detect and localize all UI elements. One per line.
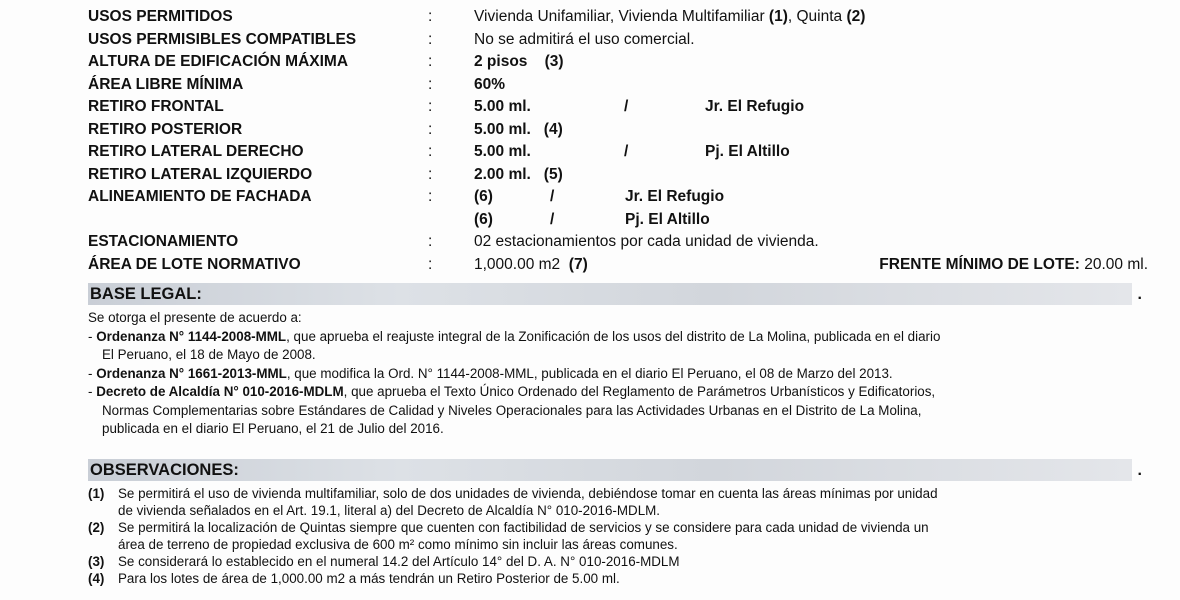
parameter-value: 5.00 ml. (4) <box>474 120 563 138</box>
legal-description: , que aprueba el Texto Único Ordenado del Reglamento de Parámetros Urbanísticos y Edificatorios, <box>343 384 936 399</box>
base-legal-header <box>88 283 1142 305</box>
parameter-street: Pj. El Altillo <box>625 210 710 228</box>
parameter-label: RETIRO LATERAL DERECHO <box>88 143 304 160</box>
parameter-value: 5.00 ml. <box>474 98 531 115</box>
observation-item <box>88 519 1148 553</box>
legal-dash: - <box>88 328 97 344</box>
parameter-value: 1,000.00 m2 (7) <box>474 255 588 273</box>
legal-continuation: El Peruano, el 18 de Mayo de 2008. <box>102 347 316 362</box>
observation-text: área de terreno de propiedad exclusiva de 600 m² como mínimo sin incluir las áreas comunes. <box>118 537 678 552</box>
base-legal-title: BASE LEGAL: <box>90 285 202 303</box>
parameter-value: No se admitirá el uso comercial. <box>474 30 695 48</box>
parameter-value: 5.00 ml. <box>474 143 531 160</box>
parameter-row <box>88 164 1148 187</box>
observation-item <box>88 570 1148 587</box>
parameters-table <box>88 6 1148 276</box>
parameter-street: Pj. El Altillo <box>705 143 790 160</box>
base-legal-dot: . <box>1137 286 1142 303</box>
observaciones-dot: . <box>1137 462 1142 479</box>
legal-ordinance-1144: Ordenanza N° 1144-2008-MML <box>96 328 287 344</box>
base-legal-body <box>88 309 1148 439</box>
observation-number: (3) <box>88 554 105 569</box>
observaciones-title: OBSERVACIONES: <box>90 461 239 479</box>
parameter-colon: : <box>428 143 433 160</box>
legal-description: , que aprueba el reajuste integral de la Zonificación de los usos del distrito de La Molina, publicada en el diario <box>286 328 941 344</box>
observation-item <box>88 485 1148 519</box>
legal-item <box>88 383 1148 402</box>
parameter-label: ALTURA DE EDIFICACIÓN MÁXIMA <box>88 53 349 70</box>
parameter-value: 2.00 ml. (5) <box>474 165 563 183</box>
observation-text: Se permitirá la localización de Quintas siempre que cuenten con factibilidad de servicios y se considere para cada unidad de vivienda un <box>118 520 929 535</box>
parameter-slash: / <box>624 143 629 160</box>
parameter-colon: : <box>428 165 433 183</box>
legal-description: , que modifica la Ord. N° 1144-2008-MML, publicada en el diario El Peruano, el 08 de Marzo del 2013. <box>286 365 893 381</box>
frente-minimo-label: FRENTE MÍNIMO DE LOTE: <box>879 255 1080 273</box>
parameter-value: Vivienda Unifamiliar, Vivienda Multifamiliar (1), Quinta (2) <box>474 8 866 25</box>
observaciones-header <box>88 459 1142 481</box>
legal-decree-010: Decreto de Alcaldía N° 010-2016-MDLM <box>96 384 344 399</box>
observation-text: Se considerará lo establecido en el numeral 14.2 del Artículo 14° del D. A. N° 010-2016-MDLM <box>118 554 680 569</box>
legal-dash: - <box>88 365 97 381</box>
parameter-colon: : <box>428 8 433 25</box>
observation-text: Se permitirá el uso de vivienda multifamiliar, solo de dos unidades de vivienda, debiéndose tomar en cuenta las áreas mínimas por unidad <box>118 486 938 501</box>
parameter-colon: : <box>428 30 433 48</box>
parameter-label: RETIRO LATERAL IZQUIERDO <box>88 165 313 183</box>
parameter-colon: : <box>428 188 433 205</box>
parameter-value: 02 estacionamientos por cada unidad de vivienda. <box>474 233 819 250</box>
observation-text: de vivienda señalados en el Art. 19.1, literal a) del Decreto de Alcaldía N° 010-2016-MDLM. <box>118 503 661 518</box>
legal-item <box>88 365 1148 384</box>
parameter-street: Jr. El Refugio <box>625 188 725 205</box>
legal-continuation: Normas Complementarias sobre Estándares de Calidad y Niveles Operacionales para las Actividades Urbanas en el Distrito de La Molina, <box>102 402 922 418</box>
legal-item <box>88 328 1148 347</box>
parameter-colon: : <box>428 75 433 93</box>
parameter-row <box>88 29 1148 52</box>
parameter-row <box>88 231 1148 254</box>
parameter-value: (6) <box>474 210 493 228</box>
parameter-label: RETIRO POSTERIOR <box>88 120 243 138</box>
parameter-slash: / <box>550 188 555 205</box>
parameter-colon: : <box>428 120 433 138</box>
parameter-label: ÁREA LIBRE MÍNIMA <box>88 75 244 93</box>
parameter-value: 60% <box>474 75 506 93</box>
observaciones-list <box>88 485 1148 587</box>
parameter-value: (6) <box>474 188 493 205</box>
parameter-colon: : <box>428 53 433 70</box>
parameter-row <box>88 96 1148 119</box>
observation-number: (2) <box>88 520 105 535</box>
observation-number: (4) <box>88 571 105 586</box>
parameter-label: ALINEAMIENTO DE FACHADA <box>88 188 312 205</box>
parameter-row <box>88 209 1148 232</box>
parameter-colon: : <box>428 233 433 250</box>
parameter-slash: / <box>550 210 555 228</box>
parameter-label: ÁREA DE LOTE NORMATIVO <box>88 255 301 273</box>
parameter-label: ESTACIONAMIENTO <box>88 233 239 250</box>
parameter-label: USOS PERMITIDOS <box>88 8 233 25</box>
frente-minimo-value: 20.00 ml. <box>1079 255 1148 273</box>
frente-minimo <box>879 254 1148 277</box>
parameter-row <box>88 51 1148 74</box>
observation-text: Para los lotes de área de 1,000.00 m2 a más tendrán un Retiro Posterior de 5.00 ml. <box>118 571 620 586</box>
parameter-colon: : <box>428 98 433 115</box>
parameter-label: USOS PERMISIBLES COMPATIBLES <box>88 30 357 48</box>
parameter-row <box>88 6 1148 29</box>
parameter-colon: : <box>428 255 433 273</box>
legal-ordinance-1661: Ordenanza N° 1661-2013-MML <box>96 365 287 381</box>
parameter-row <box>88 141 1148 164</box>
base-legal-intro: Se otorga el presente de acuerdo a: <box>88 310 302 325</box>
parameter-value: 2 pisos (3) <box>474 53 564 70</box>
observation-number: (1) <box>88 486 105 501</box>
parameter-row <box>88 119 1148 142</box>
parameter-row <box>88 74 1148 97</box>
parameter-street: Jr. El Refugio <box>705 98 805 115</box>
parameter-slash: / <box>624 98 629 115</box>
observation-item <box>88 553 1148 570</box>
legal-continuation: publicada en el diario El Peruano, el 21 de Julio del 2016. <box>102 421 444 436</box>
parameter-label: RETIRO FRONTAL <box>88 98 224 115</box>
legal-dash: - <box>88 384 97 399</box>
parameter-row <box>88 254 1148 277</box>
parameter-row <box>88 186 1148 209</box>
